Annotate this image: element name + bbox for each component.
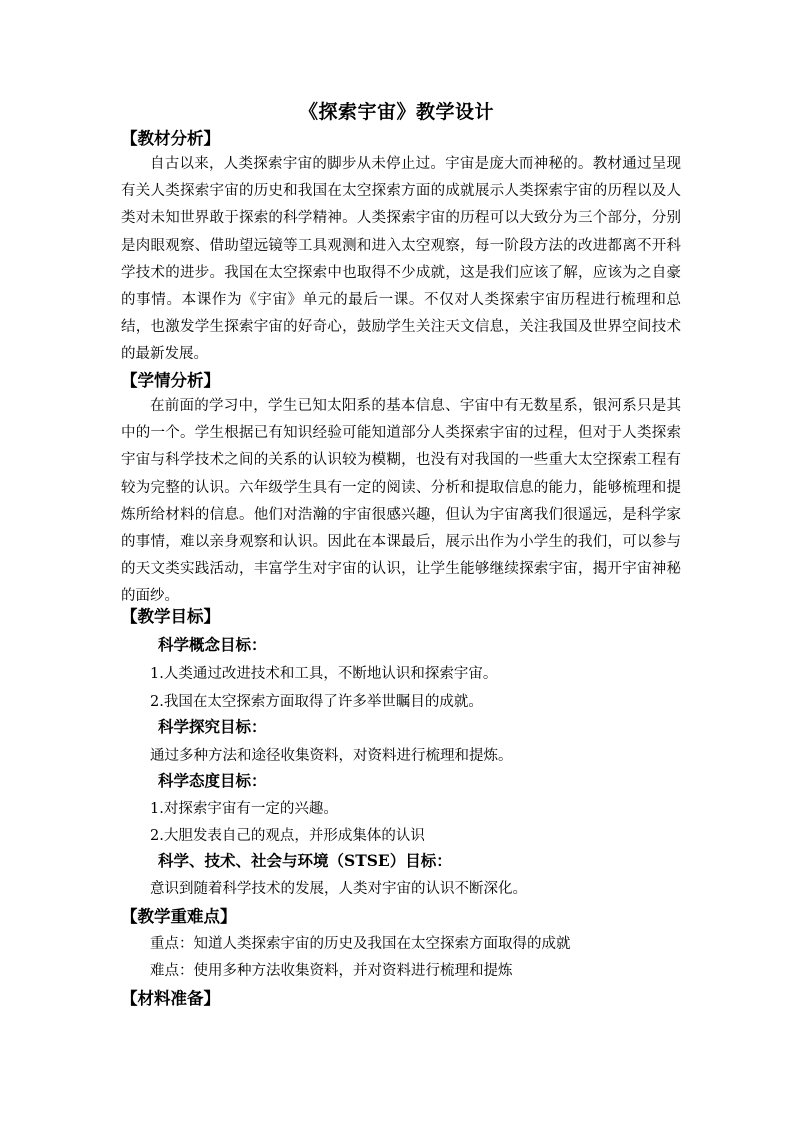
section-heading-goals: 【教学目标】 [121, 607, 220, 626]
goal-inquiry-heading: 科学探究目标： [158, 717, 267, 736]
section-heading-materials: 【材料准备】 [121, 989, 220, 1008]
section-heading-textbook: 【教材分析】 [121, 129, 220, 148]
goal-stse-heading: 科学、技术、社会与环境（STSE）目标： [158, 851, 452, 870]
goal-stse-item: 意识到随着科学技术的发展，人类对宇宙的认识不断深化。 [150, 881, 527, 897]
goal-inquiry-item: 通过多种方法和途径收集资料，对资料进行梳理和提炼。 [150, 748, 513, 764]
section-heading-keypoints: 【教学重难点】 [121, 907, 237, 926]
goal-concept-heading: 科学概念目标： [158, 635, 267, 654]
goal-concept-item: 2.我国在太空探索方面取得了许多举世瞩目的成就。 [150, 694, 483, 710]
document-title: 《探索宇宙》教学设计 [298, 101, 494, 123]
goal-attitude-item: 1.对探索宇宙有一定的兴趣。 [150, 801, 338, 817]
textbook-analysis-paragraph: 自古以来，人类探索宇宙的脚步从未停止过。宇宙是庞大而神秘的。教材通过呈现有关人类探索宇宙的历史和我国在太空探索方面的成就展示人类探索宇宙的历程以及人类对未知世界敢于探索的科学精神。人类探索宇宙的历程可以大致分为三个部分，分别是肉眼观察、借助望远镜等工具观测和进入太空观察，每一阶段方法的改进都离不开科学技术的进步。我国在太空探索中也取得不少成就，这是我们应该了解，应该为之自豪的事情。本课作为《宇宙》单元的最后一课。不仅对人类探索宇宙历程进行梳理和总结，也激发学生探索宇宙的好奇心，鼓励学生关注天文信息，关注我国及世界空间技术的最新发展。 [121, 156, 681, 363]
goal-attitude-item: 2.大胆发表自己的观点，并形成集体的认识 [150, 828, 425, 844]
goal-attitude-heading: 科学态度目标： [158, 771, 267, 790]
section-heading-students: 【学情分析】 [121, 371, 220, 390]
student-analysis-paragraph: 在前面的学习中，学生已知太阳系的基本信息、宇宙中有无数星系，银河系只是其中的一个。学生根据已有知识经验可能知道部分人类探索宇宙的过程，但对于人类探索宇宙与科学技术之间的关系的认识较为模糊，也没有对我国的一些重大太空探索工程有较为完整的认识。六年级学生具有一定的阅读、分析和提取信息的能力，能够梳理和提炼所给材料的信息。他们对浩瀚的宇宙很感兴趣，但认为宇宙离我们很遥远，是科学家的事情，难以亲身观察和认识。因此在本课最后，展示出作为小学生的我们，可以参与的天文类实践活动，丰富学生对宇宙的认识，让学生能够继续探索宇宙，揭开宇宙神秘的面纱。 [121, 398, 681, 605]
keypoint-item: 难点：使用多种方法收集资料，并对资料进行梳理和提炼 [150, 963, 513, 979]
goal-concept-item: 1.人类通过改进技术和工具，不断地认识和探索宇宙。 [150, 666, 498, 682]
keypoint-item: 重点：知道人类探索宇宙的历史及我国在太空探索方面取得的成就 [150, 936, 571, 952]
